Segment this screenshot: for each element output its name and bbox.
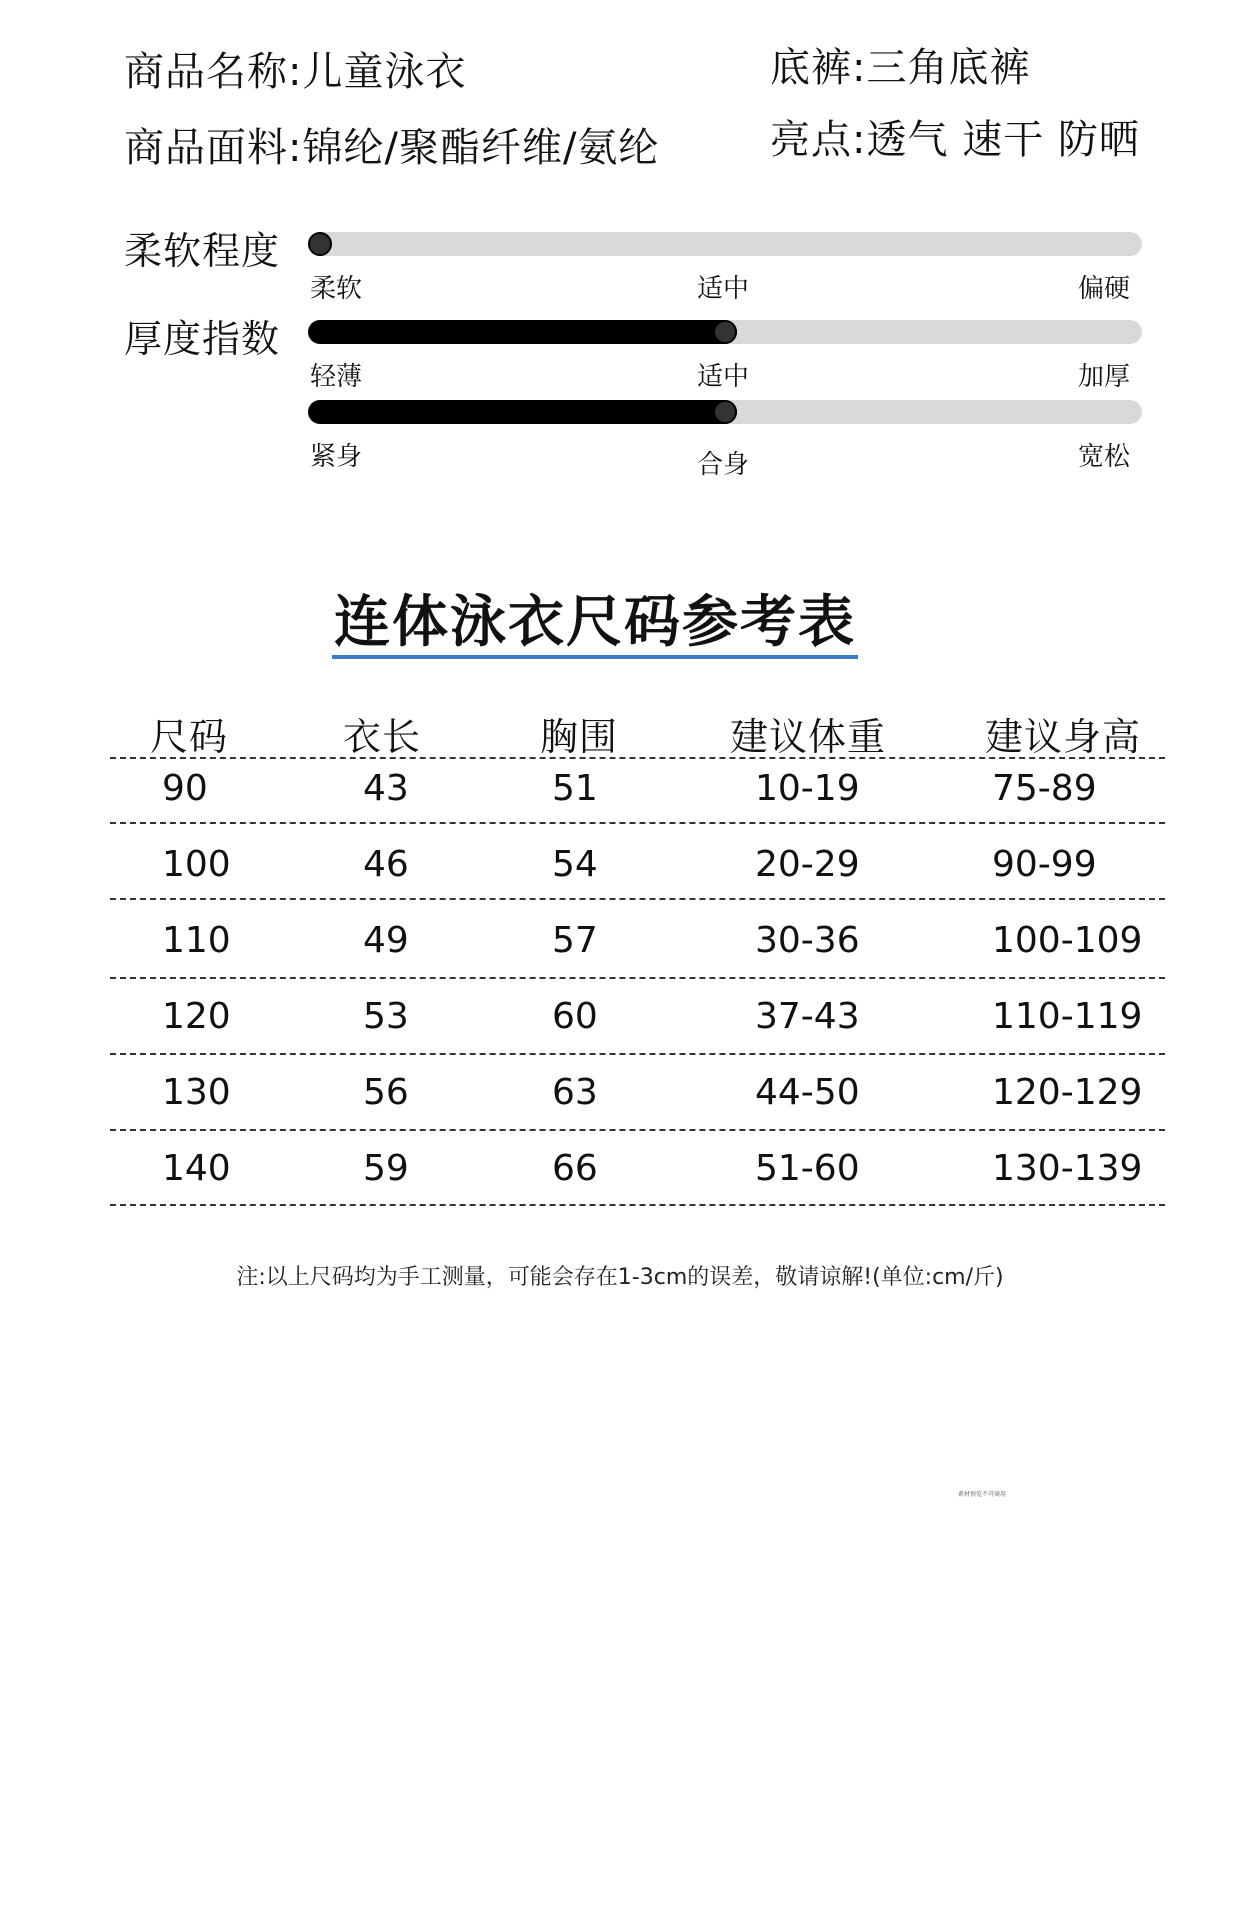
fit-label-mid: 合身 <box>697 450 750 480</box>
cell-length: 43 <box>363 768 409 809</box>
table-divider <box>110 977 1165 979</box>
cell-length: 49 <box>363 920 409 961</box>
softness-label-right: 偏硬 <box>1078 274 1131 304</box>
cell-weight: 10-19 <box>755 768 860 809</box>
table-divider <box>110 822 1165 824</box>
softness-bar <box>308 232 1142 256</box>
product-fabric: 商品面料:锦纶/聚酯纤维/氨纶 <box>124 125 660 171</box>
header-height: 建议身高 <box>985 715 1142 759</box>
softness-label-mid: 适中 <box>697 274 750 304</box>
header-weight: 建议体重 <box>730 715 887 759</box>
cell-height: 120-129 <box>992 1072 1143 1113</box>
product-brief-type: 底裤:三角底裤 <box>770 45 1031 91</box>
thickness-label-mid: 适中 <box>697 362 750 392</box>
cell-length: 53 <box>363 996 409 1037</box>
cell-height: 100-109 <box>992 920 1143 961</box>
fit-marker <box>713 400 737 424</box>
cell-size: 110 <box>162 920 231 961</box>
fit-label-right: 宽松 <box>1078 442 1131 472</box>
fit-bar <box>308 400 1142 424</box>
cell-chest: 66 <box>552 1148 598 1189</box>
cell-height: 130-139 <box>992 1148 1143 1189</box>
cell-size: 140 <box>162 1148 231 1189</box>
thickness-bar <box>308 320 1142 344</box>
cell-length: 59 <box>363 1148 409 1189</box>
cell-weight: 44-50 <box>755 1072 860 1113</box>
cell-chest: 51 <box>552 768 598 809</box>
cell-chest: 54 <box>552 844 598 885</box>
header-chest: 胸围 <box>540 715 619 759</box>
product-highlights: 亮点:透气 速干 防晒 <box>770 117 1140 163</box>
cell-size: 130 <box>162 1072 231 1113</box>
softness-label-left: 柔软 <box>310 274 363 304</box>
cell-height: 110-119 <box>992 996 1143 1037</box>
fit-label-left: 紧身 <box>310 442 363 472</box>
product-name: 商品名称:儿童泳衣 <box>124 49 467 95</box>
cell-weight: 20-29 <box>755 844 860 885</box>
thickness-fill <box>308 320 737 344</box>
thickness-label-left: 轻薄 <box>310 362 363 392</box>
cell-weight: 30-36 <box>755 920 860 961</box>
cell-weight: 37-43 <box>755 996 860 1037</box>
cell-size: 100 <box>162 844 231 885</box>
thickness-title: 厚度指数 <box>124 317 281 361</box>
cell-height: 90-99 <box>992 844 1097 885</box>
header-size: 尺码 <box>150 715 229 759</box>
cell-length: 46 <box>363 844 409 885</box>
cell-height: 75-89 <box>992 768 1097 809</box>
size-chart-title-text: 连体泳衣尺码参考表 <box>332 594 858 659</box>
cell-weight: 51-60 <box>755 1148 860 1189</box>
table-divider <box>110 757 1165 759</box>
cell-chest: 60 <box>552 996 598 1037</box>
cell-chest: 63 <box>552 1072 598 1113</box>
table-divider <box>110 1053 1165 1055</box>
cell-size: 90 <box>162 768 208 809</box>
softness-marker <box>308 232 332 256</box>
table-divider <box>110 1204 1165 1206</box>
thickness-marker <box>713 320 737 344</box>
cell-size: 120 <box>162 996 231 1037</box>
measurement-note: 注:以上尺码均为手工测量，可能会存在1-3cm的误差，敬请谅解!(单位:cm/斤) <box>236 1265 1004 1290</box>
table-divider <box>110 1129 1165 1131</box>
header-length: 衣长 <box>343 715 422 759</box>
fit-fill <box>308 400 737 424</box>
size-chart-title <box>0 590 1190 659</box>
cell-length: 56 <box>363 1072 409 1113</box>
thickness-label-right: 加厚 <box>1078 362 1131 392</box>
cell-chest: 57 <box>552 920 598 961</box>
softness-title: 柔软程度 <box>124 229 281 273</box>
table-divider <box>110 898 1165 900</box>
fine-print: 素材预览不可商用 <box>958 1491 1007 1498</box>
